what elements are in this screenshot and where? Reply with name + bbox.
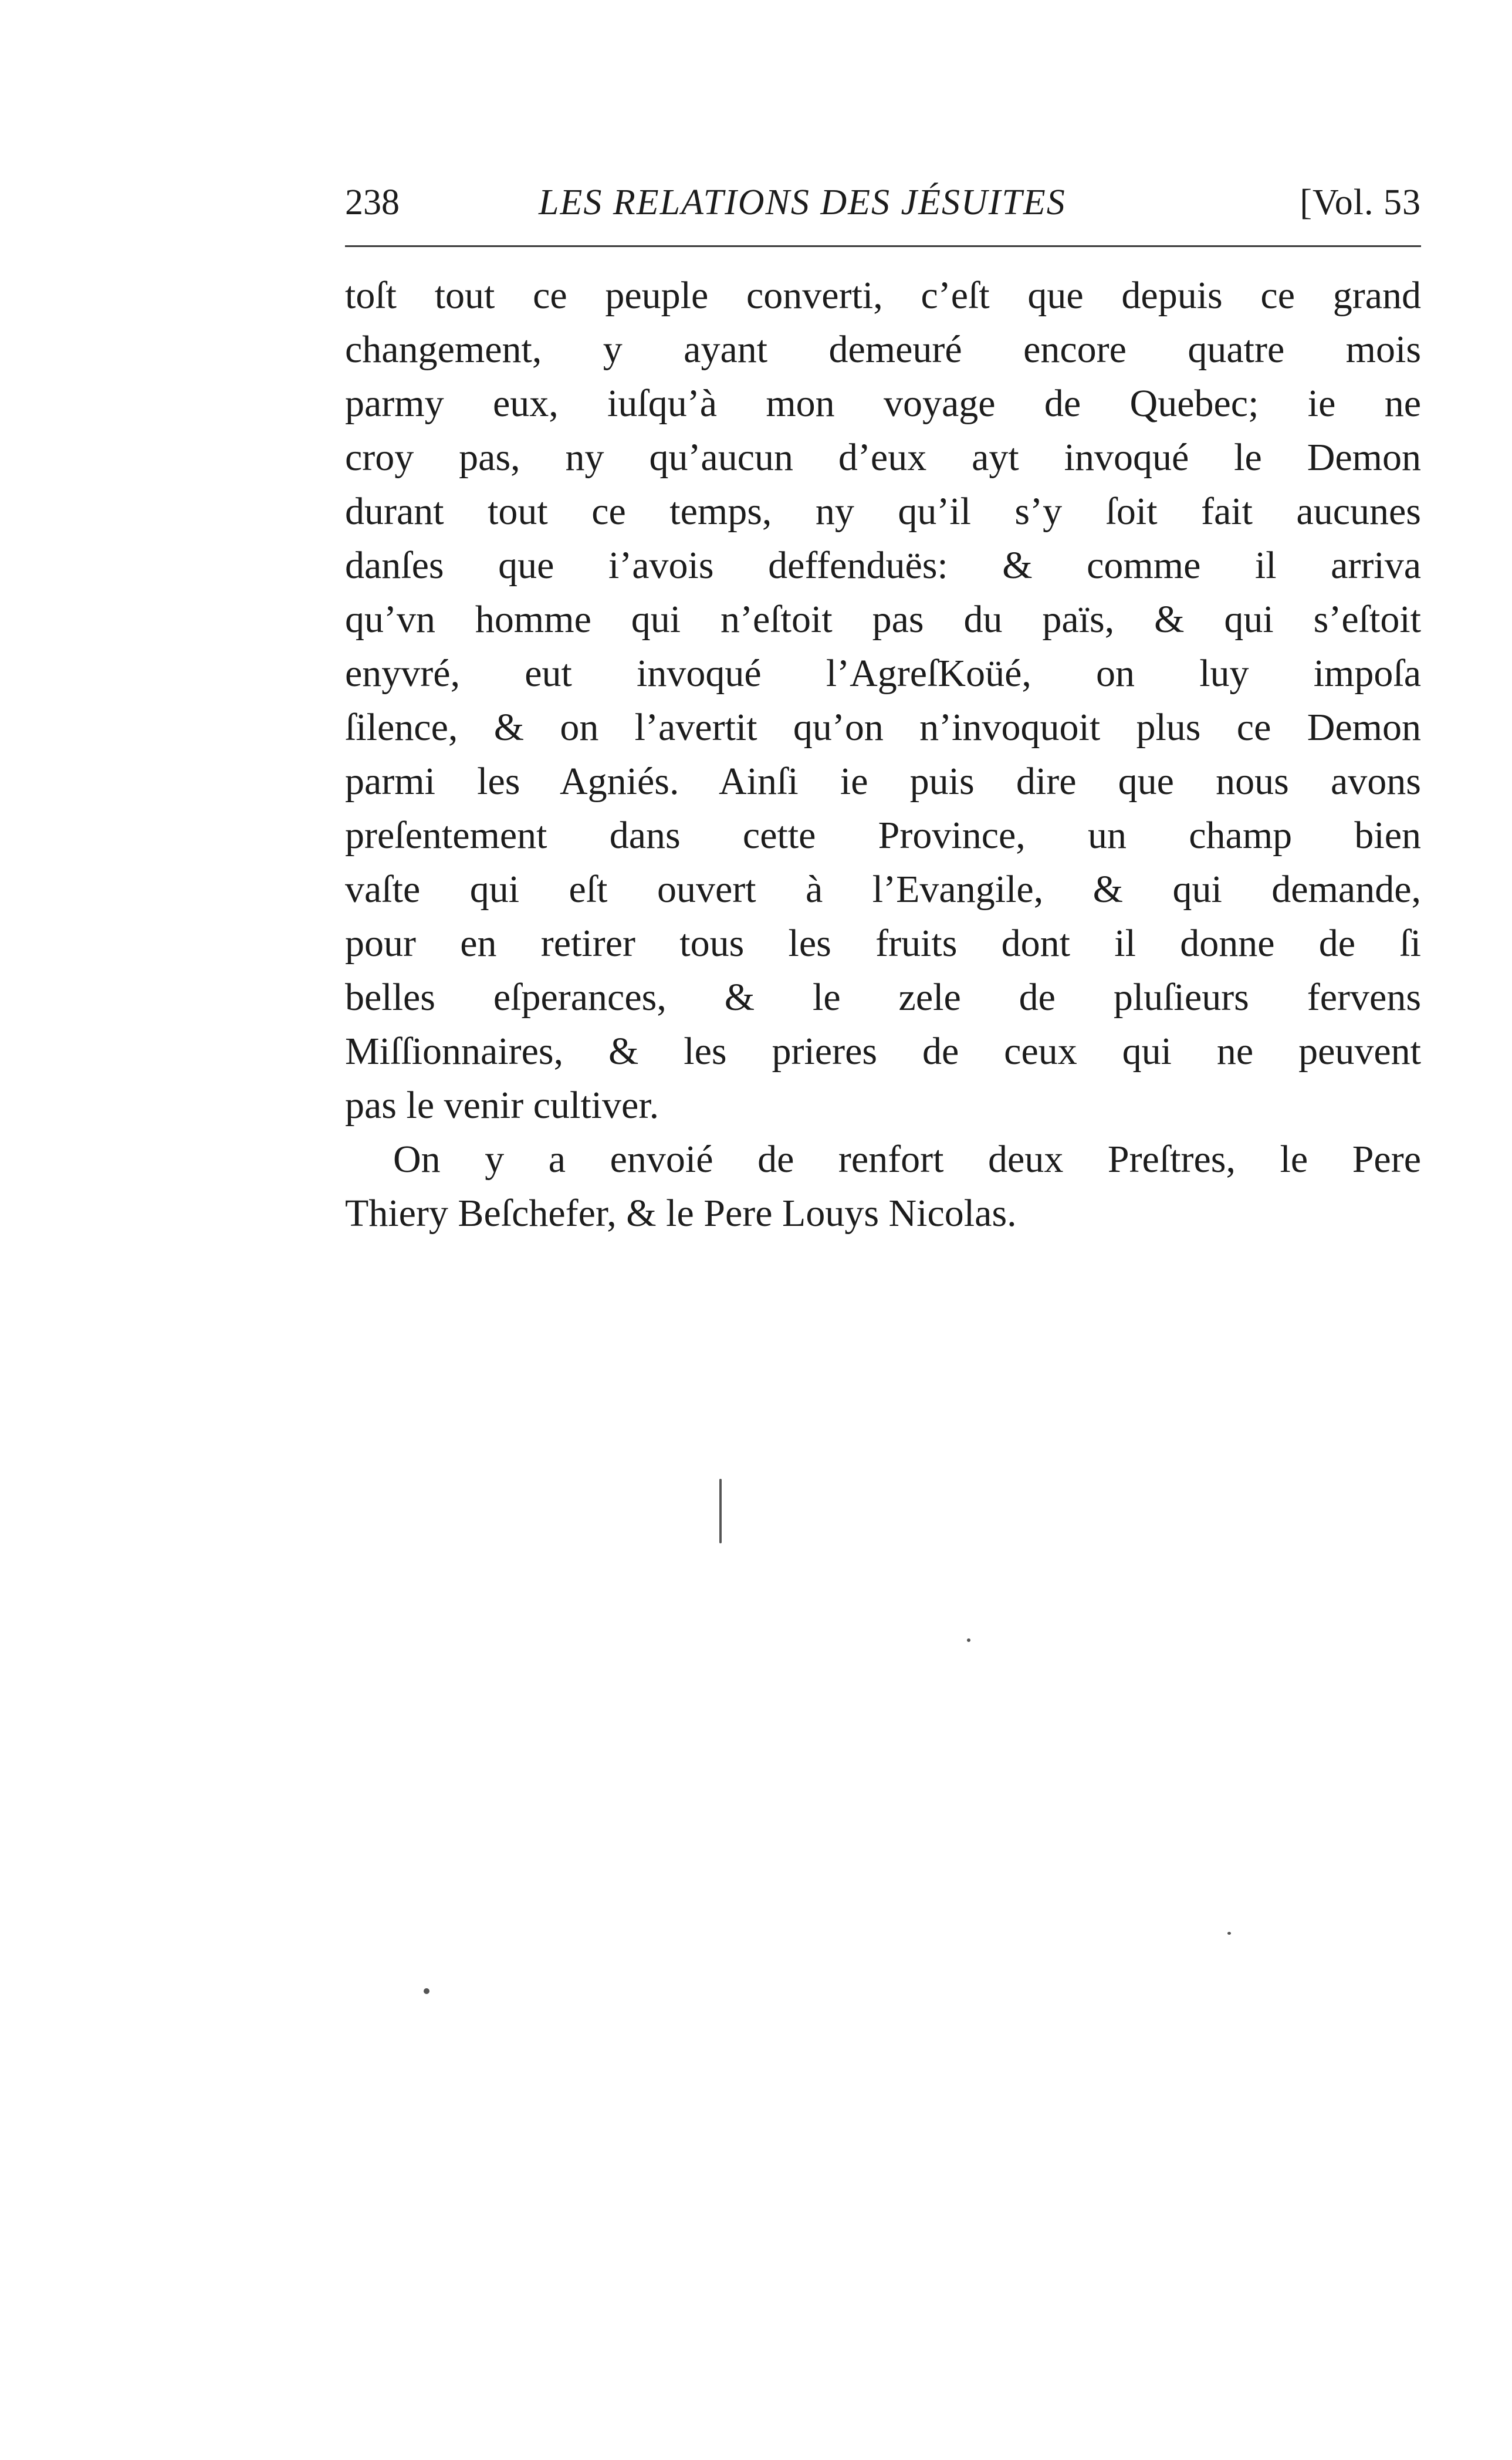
- text-line: preſentement dans cette Province, un champ bien: [345, 814, 1421, 857]
- print-speck: [967, 1638, 970, 1642]
- page-number: 238: [345, 183, 400, 222]
- header-rule: [345, 245, 1421, 247]
- text-line: changement, y ayant demeuré encore quatre mois: [345, 328, 1421, 371]
- running-head: [345, 176, 1421, 229]
- volume-label: [Vol. 53: [1300, 183, 1421, 222]
- text-line: qu’vn homme qui n’eſtoit pas du païs, & qui s’eſtoit: [345, 598, 1421, 641]
- print-speck: [1227, 1932, 1231, 1935]
- text-line: parmi les Agniés. Ainſi ie puis dire que nous avons: [345, 760, 1421, 803]
- text-line: parmy eux, iuſqu’à mon voyage de Quebec; ie ne: [345, 382, 1421, 425]
- text-line: Miſſionnaires, & les prieres de ceux qui ne peuvent: [345, 1030, 1421, 1073]
- text-line: On y a envoié de renfort deux Preſtres, le Pere: [393, 1138, 1421, 1181]
- text-line: danſes que i’avois deffenduës: & comme il arriva: [345, 544, 1421, 587]
- text-line: belles eſperances, & le zele de pluſieurs fervens: [345, 976, 1421, 1019]
- text-line: toſt tout ce peuple converti, c’eſt que depuis ce grand: [345, 274, 1421, 317]
- text-line: pas le venir cultiver.: [345, 1084, 659, 1127]
- print-speck: [719, 1479, 722, 1543]
- text-line: durant tout ce temps, ny qu’il s’y ſoit fait aucunes: [345, 490, 1421, 533]
- text-line: ſilence, & on l’avertit qu’on n’invoquoit plus ce Demon: [345, 706, 1421, 749]
- print-speck: [424, 1988, 429, 1994]
- body-text: [345, 269, 1421, 1241]
- text-line: vaſte qui eſt ouvert à l’Evangile, & qui demande,: [345, 868, 1421, 911]
- text-line: pour en retirer tous les fruits dont il donne de ſi: [345, 922, 1421, 965]
- running-title: LES RELATIONS DES JÉSUITES: [539, 183, 1066, 222]
- text-line: Thiery Beſchefer, & le Pere Louys Nicolas.: [345, 1192, 1017, 1235]
- text-line: enyvré, eut invoqué l’AgreſKoüé, on luy impoſa: [345, 652, 1421, 695]
- text-line: croy pas, ny qu’aucun d’eux ayt invoqué le Demon: [345, 436, 1421, 479]
- paragraph-1: [345, 269, 1421, 1133]
- paragraph-2: [345, 1133, 1421, 1241]
